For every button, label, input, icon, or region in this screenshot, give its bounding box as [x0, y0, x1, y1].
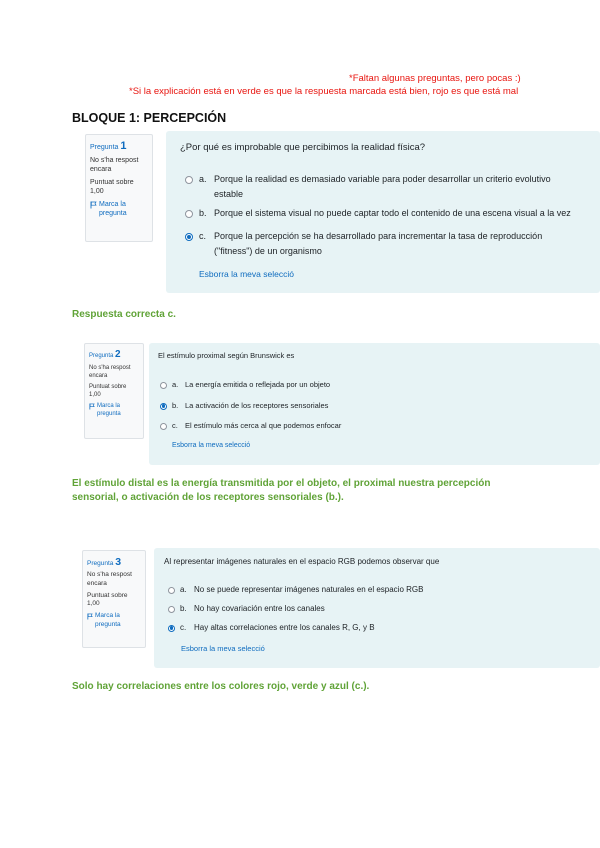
option-text: Porque la percepción se ha desarrollado para incrementar la tasa de reproducción ("fitness") de un organismo	[214, 231, 543, 256]
question-3-option-a[interactable]: a. No se puede representar imágenes naturales en el espacio RGB	[168, 584, 423, 596]
flag-question-link[interactable]: Marca la pregunta	[89, 402, 139, 418]
flag-question-link[interactable]: Marca la pregunta	[87, 612, 141, 630]
question-3-text: Al representar imágenes naturales en el espacio RGB podemos observar que	[164, 557, 440, 566]
question-1-option-b[interactable]: b. Porque el sistema visual no puede captar todo el contenido de una escena visual a la vez	[185, 206, 600, 221]
clear-selection-link[interactable]: Esborra la meva selecció	[199, 269, 294, 279]
block-heading: BLOQUE 1: PERCEPCIÓN	[72, 111, 227, 125]
radio-button[interactable]	[168, 606, 175, 613]
answer-explanation-2: El estímulo distal es la energía transmitida por el objeto, el proximal nuestra percepción sensorial, o activación de los receptores sensoriales (b.).	[72, 478, 491, 503]
answer-explanation-1: Respuesta correcta c.	[72, 309, 176, 320]
option-text: Porque el sistema visual no puede captar todo el contenido de una escena visual a la vez	[214, 208, 571, 218]
flag-question-link[interactable]: Marca la pregunta	[90, 200, 148, 219]
question-status: No s'ha respost encara	[87, 571, 132, 587]
question-number: Pregunta 3	[87, 556, 122, 568]
question-2-info	[84, 343, 144, 439]
question-score: Puntuat sobre 1,00	[89, 383, 127, 398]
option-text: Porque la realidad es demasiado variable para poder desarrollar un criterio evolutivo estable	[214, 174, 551, 199]
flag-icon	[90, 201, 97, 209]
question-2-option-b[interactable]: b. La activación de los receptores sensoriales	[160, 400, 328, 412]
option-text: Hay altas correlaciones entre los canales R, G, y B	[194, 623, 375, 632]
radio-button[interactable]	[185, 210, 193, 218]
question-score: Puntuat sobre 1,00	[87, 591, 128, 608]
question-3-info	[82, 550, 146, 648]
question-number: Pregunta 1	[90, 140, 127, 152]
answer-explanation-3: Solo hay correlaciones entre los colores rojo, verde y azul (c.).	[72, 681, 370, 692]
option-text: La activación de los receptores sensoriales	[185, 401, 329, 410]
flag-icon	[87, 613, 93, 620]
question-2-option-a[interactable]: a. La energía emitida o reflejada por un objeto	[160, 379, 330, 391]
flag-icon	[89, 403, 95, 410]
question-number: Pregunta 2	[89, 349, 121, 360]
question-status: No s'ha respost encara	[90, 156, 139, 174]
question-1-option-c[interactable]: c. Porque la percepción se ha desarrollado para incrementar la tasa de reproducción ("fitness") de un organismo	[185, 229, 595, 259]
question-2-text: El estímulo proximal según Brunswick es	[158, 351, 295, 360]
radio-button[interactable]	[185, 176, 193, 184]
radio-button[interactable]	[160, 423, 167, 430]
question-score: Puntuat sobre 1,00	[90, 178, 134, 196]
question-1-option-a[interactable]: a. Porque la realidad es demasiado variable para poder desarrollar un criterio evolutivo estable	[185, 172, 595, 202]
note-color-legend: *Si la explicación está en verde es que la respuesta marcada está bien, rojo es que está mal	[129, 86, 519, 97]
question-3-option-b[interactable]: b. No hay covariación entre los canales	[168, 603, 325, 615]
radio-button[interactable]	[160, 382, 167, 389]
note-missing-questions: *Faltan algunas preguntas, pero pocas :)	[349, 73, 521, 84]
clear-selection-link[interactable]: Esborra la meva selecció	[181, 644, 265, 653]
option-text: No se puede representar imágenes naturales en el espacio RGB	[194, 585, 424, 594]
radio-button-selected[interactable]	[160, 403, 167, 410]
question-3-option-c[interactable]: c. Hay altas correlaciones entre los canales R, G, y B	[168, 622, 375, 634]
question-2-option-c[interactable]: c. El estímulo más cerca al que podemos enfocar	[160, 420, 341, 432]
option-text: El estímulo más cerca al que podemos enfocar	[185, 421, 342, 430]
question-1-info	[85, 134, 153, 242]
question-status: No s'ha respost encara	[89, 364, 131, 379]
radio-button-selected[interactable]	[168, 625, 175, 632]
option-text: No hay covariación entre los canales	[194, 604, 325, 613]
radio-button[interactable]	[168, 587, 175, 594]
question-1-text: ¿Por qué es improbable que percibimos la realidad física?	[180, 142, 426, 153]
clear-selection-link[interactable]: Esborra la meva selecció	[172, 442, 251, 449]
radio-button-selected[interactable]	[185, 233, 193, 241]
option-text: La energía emitida o reflejada por un objeto	[185, 380, 331, 389]
